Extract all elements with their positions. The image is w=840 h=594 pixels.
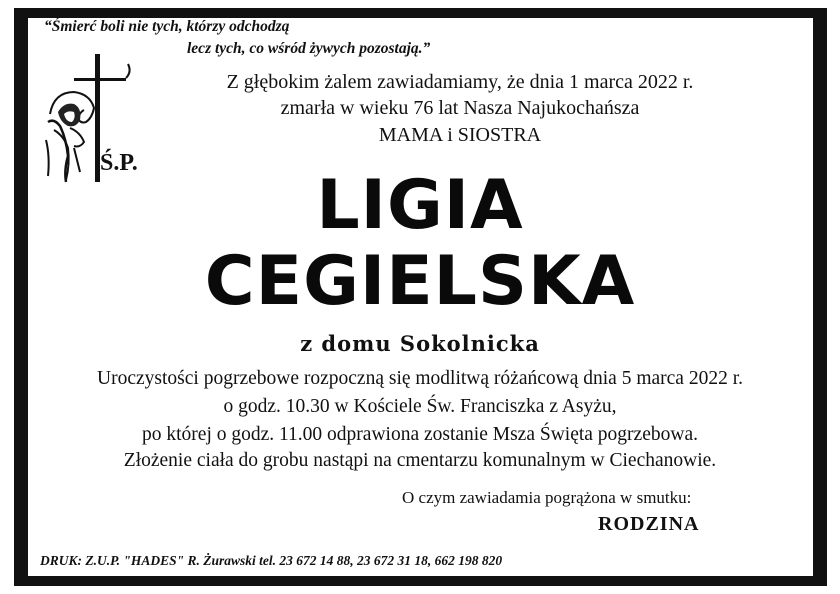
- printer-info: DRUK: Z.U.P. "HADES" R. Żurawski tel. 23 672 14 88, 23 672 31 18, 662 198 820: [40, 553, 503, 568]
- ceremony-line-1: Uroczystości pogrzebowe rozpoczną się modlitwą różańcową dnia 5 marca 2022 r.: [97, 368, 743, 389]
- ceremony-line-2: o godz. 10.30 w Kościele Św. Franciszka z Asyżu,: [223, 396, 617, 417]
- ceremony-line-3: po której o godz. 11.00 odprawiona zostanie Msza Święta pogrzebowa.: [142, 424, 698, 445]
- motto-line-2: lecz tych, co wśród żywych pozostają.”: [187, 40, 431, 57]
- announcement-line-3: MAMA i SIOSTRA: [378, 124, 542, 146]
- closing-line: O czym zawiadamia pogrążona w smutku:: [402, 488, 692, 507]
- motto-line-1: “Śmierć boli nie tych, którzy odchodzą: [44, 18, 290, 35]
- maiden-name: z domu Sokolnicka: [300, 331, 540, 356]
- ceremony-line-4: Złożenie ciała do grobu nastąpi na cmentarzu komunalnym w Ciechanowie.: [123, 450, 717, 471]
- family-signature: RODZINA: [598, 513, 700, 535]
- deceased-last-name: CEGIELSKA: [204, 242, 636, 321]
- announcement-line-1: Z głębokim żalem zawiadamiamy, że dnia 1 marca 2022 r.: [226, 71, 694, 93]
- announcement-line-2: zmarła w wieku 76 lat Nasza Najukochańsza: [280, 97, 640, 119]
- deceased-first-name: LIGIA: [316, 166, 524, 245]
- sp-label: Ś.P.: [100, 150, 138, 176]
